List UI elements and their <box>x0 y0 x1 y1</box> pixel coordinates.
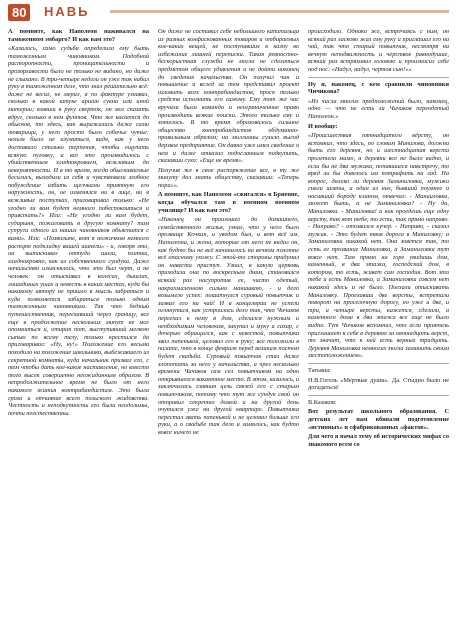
question-paragraph: Ну и, наконец, с кем сравнили чиновники Чичикова? <box>308 80 449 96</box>
quote-paragraph: Получив же в свое распоряжение все, в ту же минуту дал знать обществу, сказавши: «Теперь пора»». <box>158 166 299 189</box>
question-paragraph: Для чего я начал тему об исторических мифах со знакомого всем со <box>308 433 449 448</box>
signature-line: В.Казаков: <box>308 398 337 406</box>
text-column-2 <box>158 28 299 634</box>
question-paragraph: А помните, как Наполеон наживался на таможенном эмбарго? И как вам это? <box>8 28 149 43</box>
quote-paragraph: Он даже не составил себе небольшого капитальца из разных конфискованных товаров и отбираемых кое-каких вещей, не поступивших в казну во избежание лишней переписки. Такая ревностно-бескорыстная служба не могла не сделаться предметом общего удивления и не дойти наконец до сведения начальства. Он получил чин и повышение и вслед за тем представил проект изловить всех контрабандистов, прося только средств исполнить его самому. Ему тот же час вручили была команда и неограниченное право производить всякие поиски. Этого только ему и хотелось. В то время образовалось сильное общество контрабандистов обдуманно-правильным образом; на миллионы сулило выгод дерзкое предприятие. Он давно уже имел сведение о нем и даже отказал подосланным подкупить, сказавши сухо: «Еще не время». <box>158 28 299 165</box>
separator <box>308 395 449 396</box>
question-paragraph: Вот результат школьного образования. С детских лет нам вбивали подготовление «истинных» и сфабрикованных «фактов». <box>308 408 449 431</box>
quote-paragraph: «Наконец он произошел до домашнего, семейственного жилья, узнал, что у него было прозвище Кочкин, и уведом был, и вот всё им, Наполеона, и жена, которые от него не видал он, как будто бы не всё начиналось на вечном полотне всё опасному ухожу. С этой-то стороны придумал он навести приступ. Узнал, в какую церковь приходили она по воскресным дням, становился всякий раз насупротив ее, чисто одетый, накрахмаленною сильно манишкою, - и дело возымело успех: пошатнулся суровый повытчик и зазвал его на чай! И в канцелярии не успели оглянуться, как устроилось дело так, что Чичиков переехал к нему в дом, сделался нужным и необходимым человеком, закупал и муку и сахар, с дочерью обращался, как с невестой, повытчика звал папенькой, целовал его в руку; все положили в палате, что в конце февраля перед великим постом будет свадьба. Суровый повытчик стал даже хлопотать за него у начальства, и чрез несколько времени Чичиков сам сел повытчиком на одно открывшееся вакантное место. В этом, казалось, и заключалась главная цель связей его с старым повытчиком, потому что тут же сундук свой он отправил секретно домой и на другой день очутился уже на другой квартире. Повытчика перестал звать папенькой и не целовал больше его руки, а о свадьбе так дело и замялось, как будто вовсе ничего не <box>158 216 299 436</box>
quote-paragraph: «Из числа многих предположений было, наконец, одно — что не есть ли Чичиков переодетый Наполеон.» <box>308 97 449 120</box>
quote-paragraph: «Происшествия пятнадцатого вёрсту, он вспомнил, что здесь, по словам Манилова, должна быть его деревня, но и шестнадцатая верста пролетела мимо, а деревни все не было видно, и если бы не два мужика, попавшиеся навстречу, то вряд ли бы довелось им потрафить на лад. На вопрос, далеко ли деревня Заманиловка, мужики сняли шляпы, и один из них, бывший поумнее и носивший бороду клином, отвечал: - Манииловка, может быть, а не Заманиловка? - Ну да, Маниловка. - Маниловка! а как проедешь еще одну версту, так вот тебе, то есть, так прямо направо. - Направо? - отозвался кучер. - Направо, - сказал мужик. - Это будет твоя дорога в Маниловку; а Заманиловки никакой нет. Она зовется так, то есть ее прозвание Маниловка, а Заманиловки тут вовсе нет. Там прямо на горе увидишь дом, каменный, в два этажа, господский дом, в котором, то есть, живет сам господин. Вот это тебе и есть Маниловка, а Заманиловки совсем нет никакой здесь и не было. Поехали отыскивать Маниловку. Проехавши две версты, встретили поворот на проселочную дорогу, но уже и две, и три, и четыре версты, кажется, сделали, а каменного дома в два этажа все еще не было видно. Тут Чичиков вспомнил, что если приятель приглашает к себе в деревню за пятнадцать верст, то значит, что к ней есть верных тридцать. Деревня Маниловка немногих могла заманить своим местоположением». <box>308 132 449 360</box>
text-column-1 <box>8 28 149 634</box>
question-paragraph: А помните, как Наполеон «сжигался» в Бриенне, когда обучался там в военном военном училище? И как вам это? <box>158 191 299 214</box>
signature-line: Татьяна: <box>308 366 331 374</box>
page-number: 80 <box>8 4 30 21</box>
question-paragraph: И вообще: <box>308 122 338 130</box>
separator <box>308 363 449 364</box>
quote-paragraph: происходило. Однако же, встречаясь с ним, он всякий раз ласково жал ему руку и приглашал его на чай, так что старый повытчик, несмотря на вечную неподвижность и черствое равнодушие, всякий раз встряхивал головою и произносил себе под нос: «Надул, надул, чертов сын!»» <box>308 28 449 73</box>
section-title: НАВЬ <box>44 4 90 19</box>
text-columns <box>8 28 452 634</box>
text-column-3 <box>308 28 449 634</box>
quote-paragraph: «Казалось, само судьба определила ему быть таможенным чиновником. Подобной расторопности, проницательности и прозорливости было не только не видано, но даже не слыхано. В три-четыре недели он уже так набил руку в таможенном деле, что знал решительно всё: даже не весил, не мерил, а по фактуре узнавал, сколько в какой штуке аршин сукна или иной материи; взявши в руку сверток, он мог сказать вдруг, сколько в нем фунтов. Что же касается до обысков, то здесь, как выражались даже сами товарищи, у него просто было собачье чутье: нельзя было не изумиться, видя, как у него доставало столько терпения, чтобы ощупать всякую пуговку, и все это производилось с убийственным хладнокровием, вежливым до невероятности. И в то время, когда обыскиваемые бесились, выходили из себя и чувствовали злобное побуждение избить щелчками приятную его наружность, он, не изменялся ни в лице, ни в вежливых поступках, приговаривал только: «Не угодно ли вам будет немного побеспокоиться и привстать?» Или: «Не угодно ли вам будет, сударыня, пожаловать в другую комнату? там супруга одного из наших чиновников объяснится с вами». Или: «Позвольте, вот я ножичком немного распорю подкладку вашей шинели» - и, говоря это, он вытаскивал оттуда шали, платки, хладнокровно, как из собственного сундука. Даже начальство изъяснялось, что это был черт, а не человек: он отыскивал в колесах, дышлах, лошадиных ушах и невесть в каких местах, куда бы никакому автору не пришло в мысль забраться и куда позволяется забираться только одним таможенным чиновникам. Так что бедный путешественник, переехавший через границу, все еще в продолжение нескольких минут не мог опомниться и, отирая пот, выступивший мелкою сыпью по всему телу, только крестился да приговаривал: «Ну, ну!» Положение его весьма походило на положение школьника, выбежавшего из секретной комнаты, куда начальник призвал его, с тем чтобы дать кое-какое наставление, но вместо того высек совершенно неожиданным образом. В непродолжительное время не было от него никакого житья контрабандистам. Это была гроза и отчаяние всего польского жидовства. Честность и неподкупность его были неодолимы, почти неестественны. <box>8 45 149 417</box>
page-header <box>0 0 457 24</box>
signature-line: Н.В.Гоголь «Мертвые души». Да. Стыдно было не догадаться! <box>308 376 449 392</box>
separator <box>308 77 449 78</box>
header-rule <box>110 10 449 13</box>
